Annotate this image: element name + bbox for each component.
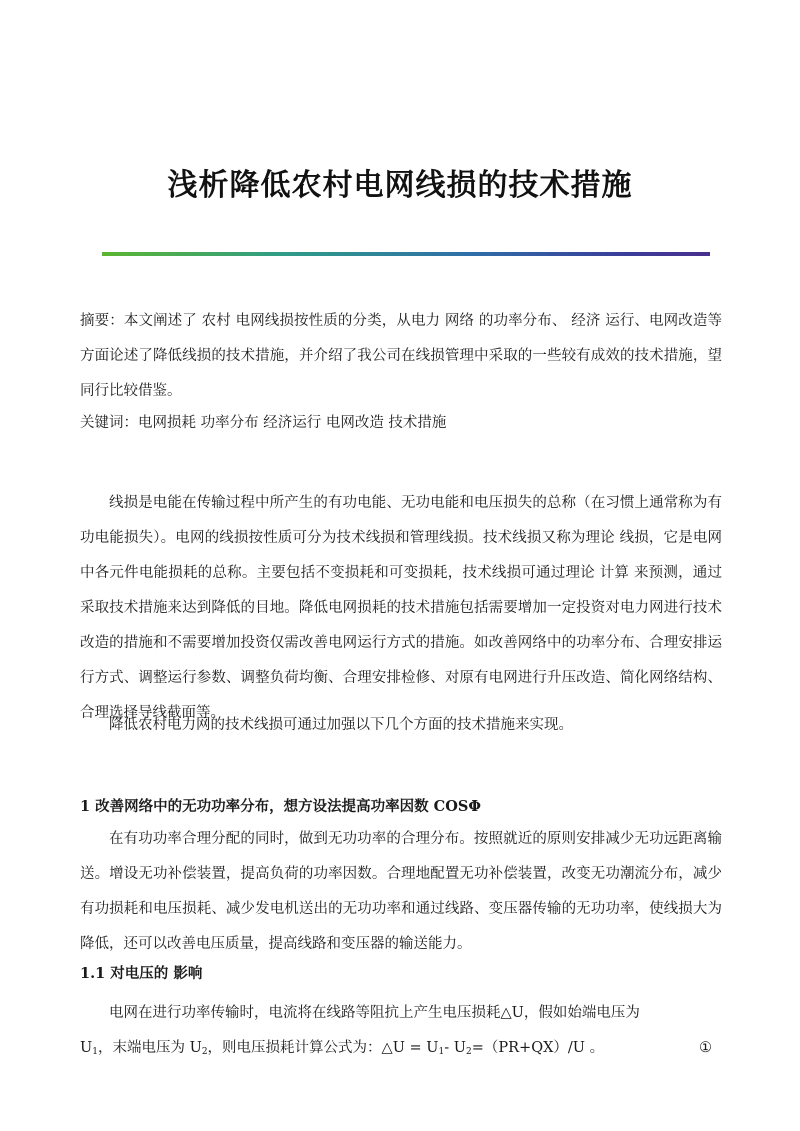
body-paragraph-4 [80, 996, 722, 1070]
title-gradient-rule [102, 252, 710, 256]
u2-subscript: 2 [201, 1047, 208, 1057]
eq-u1-subscript: 1 [438, 1047, 445, 1057]
body-paragraph-3: 在有功功率合理分配的同时，做到无功功率的合理分布。按照就近的原则安排减少无功远距离输送。增设无功补偿装置，提高负荷的功率因数。合理地配置无功补偿装置，改变无功潮流分布，减少有功损耗和电压损耗、减少发电机送出的无功功率和通过线路、变压器传输的无功功率，使线损大为降低，还可以改善电压质量，提高线路和变压器的输送能力。 [80, 831, 722, 952]
keywords-line: 关键词：电网损耗 功率分布 经济运行 电网改造 技术措施 [80, 415, 447, 431]
equation-text-3: - U [444, 1040, 466, 1056]
equation-text-2: ，则电压损耗计算公式为：△U = U [207, 1040, 439, 1056]
equation-number: ① [699, 1040, 712, 1056]
body-paragraph-1: 线损是电能在传输过程中所产生的有功电能、无功电能和电压损失的总称（在习惯上通常称为有功电能损失）。电网的线损按性质可分为技术线损和管理线损。技术线损又称为理论 线损，它是电网中各元件电能损耗的总称。主要包括不变损耗和可变损耗，技术线损可通过理论 计算 来预测，通过采取技术措施来达到降低的目地。降低电网损耗的技术措施包括需要增加一定投资对电力网进行技术改造的措施和不需要增加投资仅需改善电网运行方式的措施。如改善网络中的功率分布、合理安排运行方式、调整运行参数、调整负荷均衡、合理安排检修、对原有电网进行升压改造、简化网络结构、合理选择导线截面等。 [80, 495, 722, 721]
abstract-paragraph: 摘要：本文阐述了 农村 电网线损按性质的分类，从电力 网络 的功率分布、 经济 运行、电网改造等方面论述了降低线损的技术措施，并介绍了我公司在线损管理中采取的一些较有成效的技术措施，望同行比较借鉴。 [80, 313, 722, 399]
eq-u2-subscript: 2 [465, 1047, 472, 1057]
body-paragraph-2: 降低农村电力网的技术线损可通过加强以下几个方面的技术措施来实现。 [109, 717, 573, 733]
u1-subscript: 1 [92, 1047, 98, 1057]
voltage-loss-equation [80, 1031, 722, 1070]
section-heading-1: 1 改善网络中的无功功率分布，想方设法提高功率因数 COSΦ [80, 798, 481, 815]
equation-text-4: =（PR+QX）/U 。 [471, 1040, 605, 1056]
equation-text-1: ，末端电压为 U [97, 1040, 202, 1056]
section-heading-1-1: 1.1 对电压的 影响 [80, 965, 203, 982]
u1-symbol: U [80, 1040, 93, 1056]
paragraph-4-line-1: 电网在进行功率传输时，电流将在线路等阻抗上产生电压损耗△U，假如始端电压为 [109, 1005, 640, 1021]
document-title: 浅析降低农村电网线损的技术措施 [167, 168, 633, 203]
